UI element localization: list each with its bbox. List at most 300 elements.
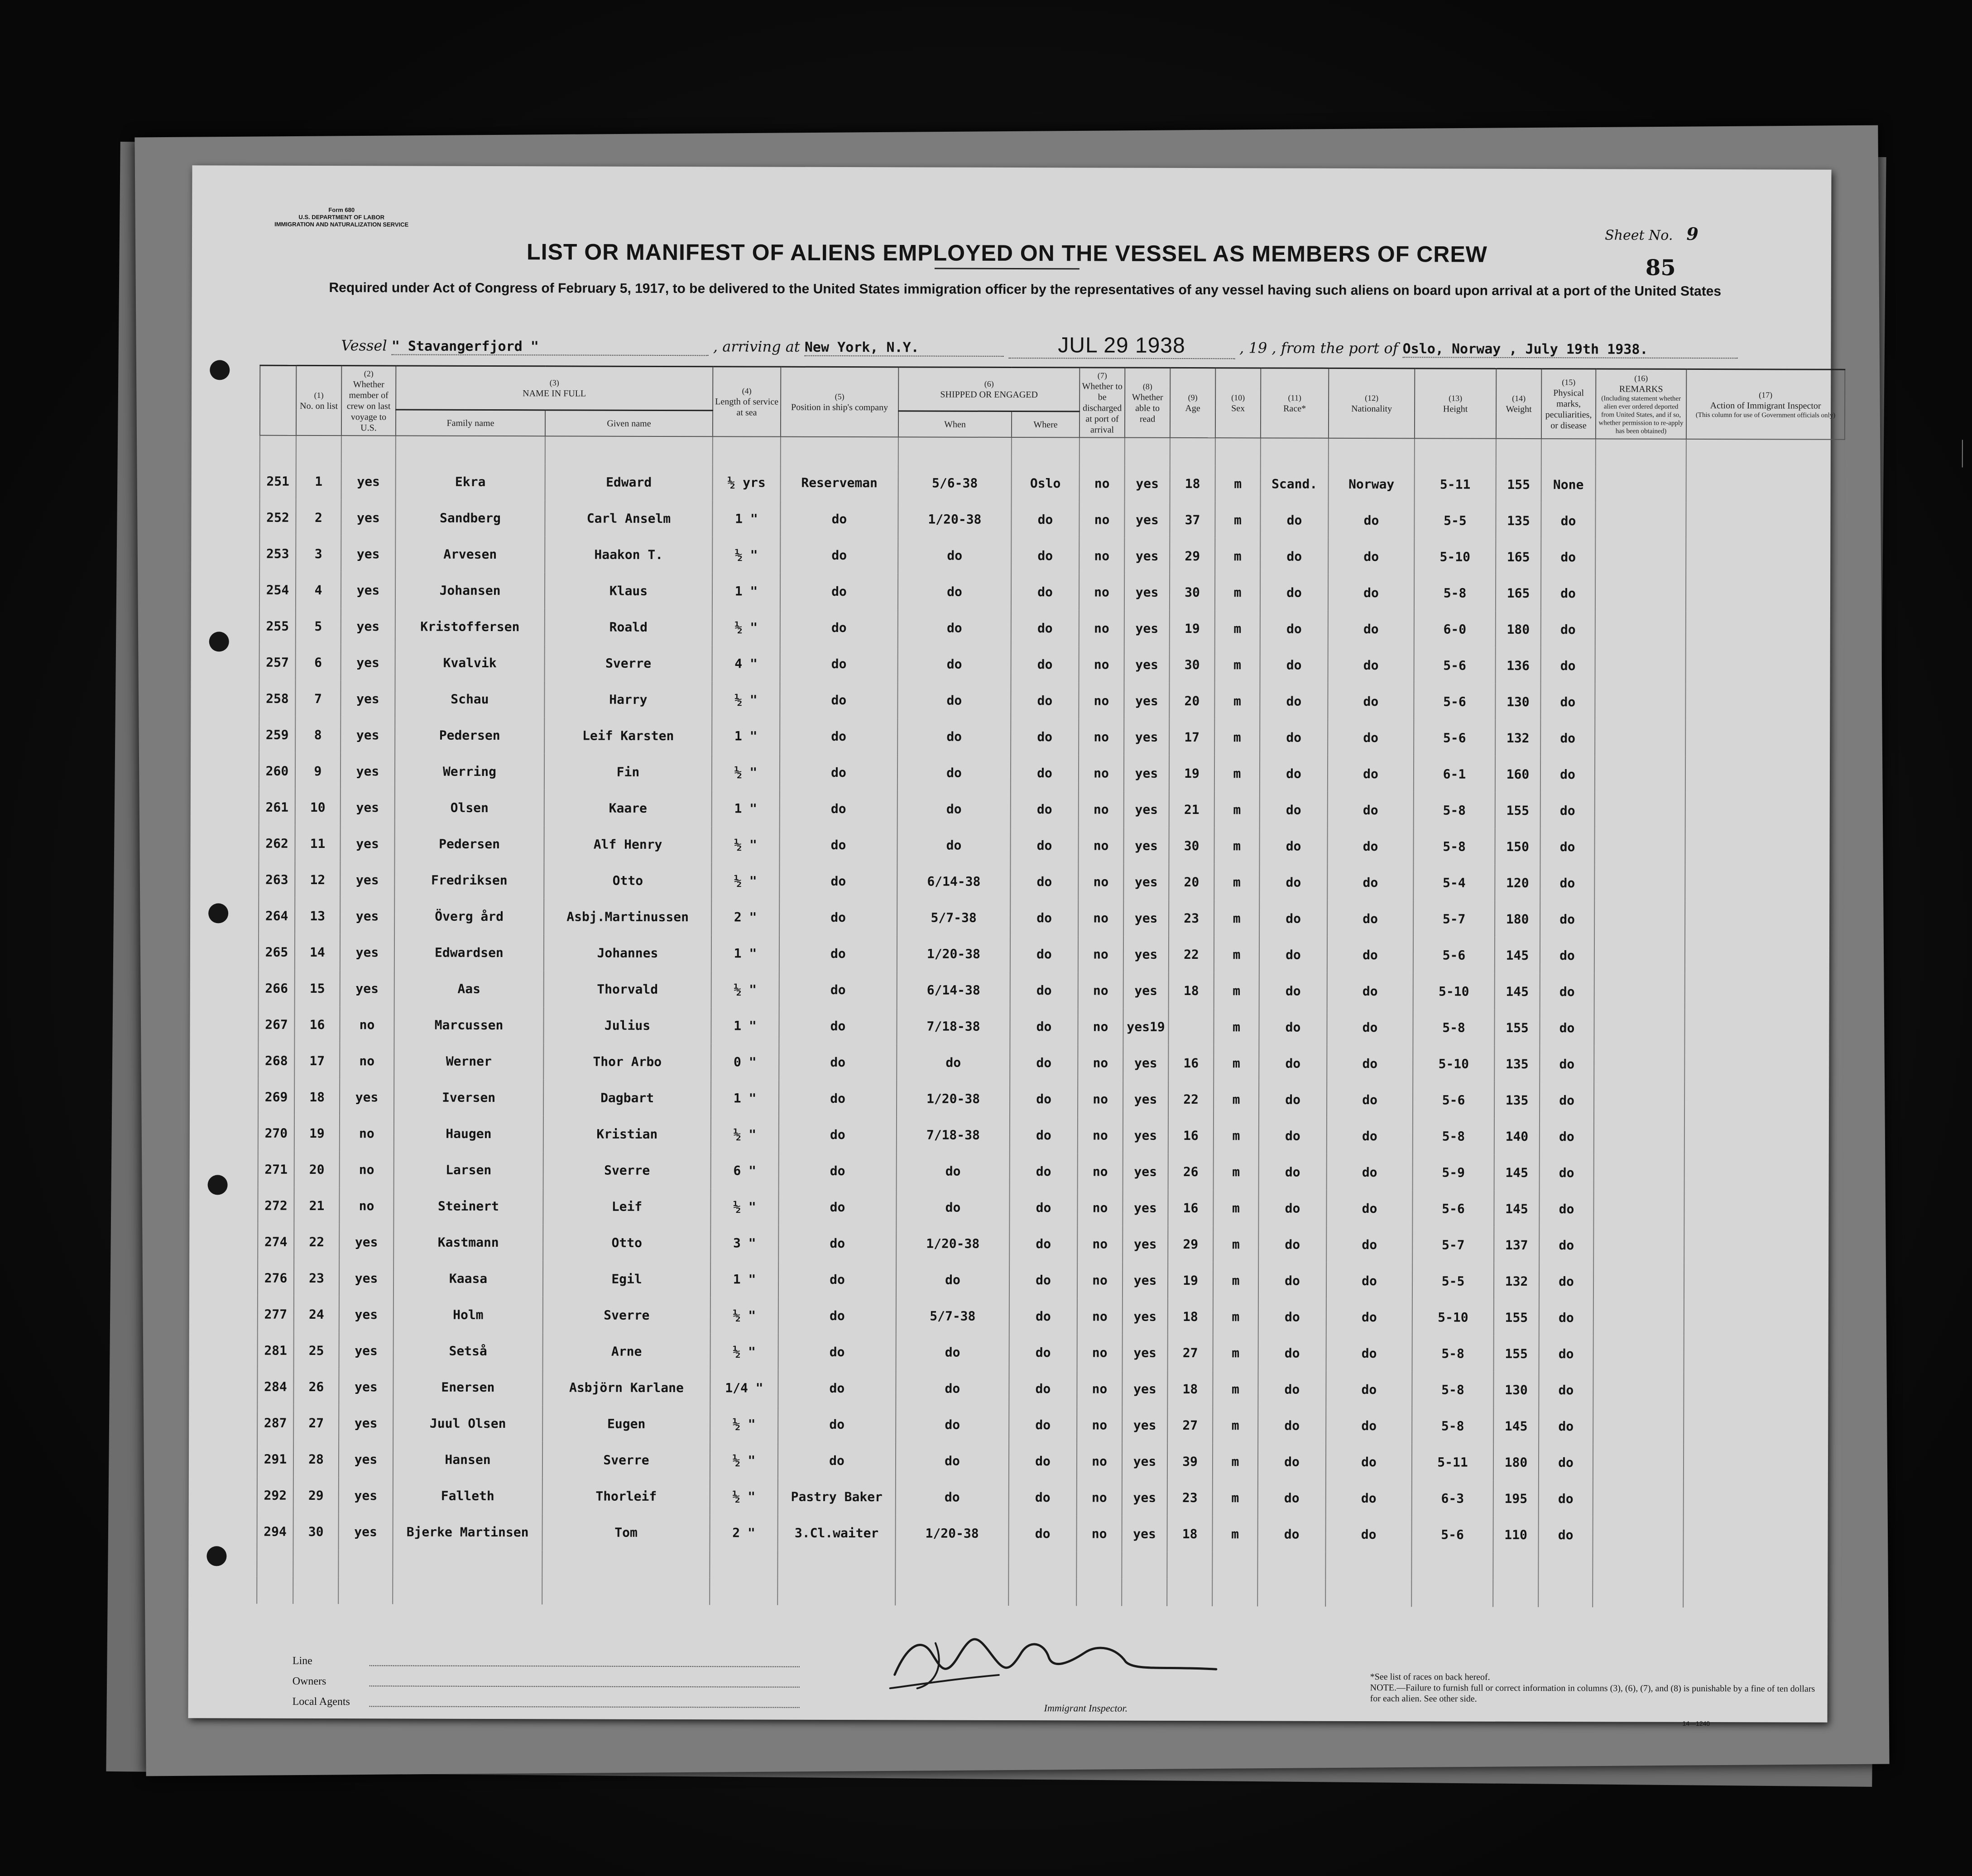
race: do [1260,719,1328,755]
position: do [780,718,897,755]
blank-cell [1493,1580,1538,1607]
age: 16 [1168,1117,1214,1153]
family-name: Överg ård [394,898,544,934]
ref-column-header [260,365,296,436]
blank-cell [1683,1553,1842,1581]
nationality: do [1326,1190,1412,1226]
table-row [259,825,1961,866]
previous-voyage: yes [341,644,395,680]
family-name: Ekra [396,463,545,500]
age: 18 [1168,1298,1213,1335]
row-number: 11 [295,825,340,861]
service-length: 2 " [710,1514,777,1551]
inspector-action [1686,575,1844,612]
row-number: 8 [295,717,341,753]
discharged: no [1077,1443,1122,1479]
weight: 135 [1496,502,1541,539]
physical-marks: do [1540,1010,1594,1046]
service-length: 1 " [712,790,780,826]
able-to-read: yes [1124,610,1170,646]
position: do [779,1116,897,1153]
race: do [1258,1190,1326,1226]
previous-voyage: yes [340,970,394,1006]
age: 29 [1170,538,1215,574]
vessel-name: " Stavangerfjord " [391,338,539,355]
col-family-name: Family name [396,410,545,436]
ref-number: 258 [259,680,295,717]
service-length: ½ " [712,609,780,645]
previous-voyage: yes [339,1477,393,1513]
owners-label: Owners [292,1675,326,1688]
nationality: do [1327,828,1413,864]
inspector-action [1685,684,1844,721]
race: do [1258,1298,1326,1335]
shipped-when: do [897,754,1011,791]
discharged: no [1077,1262,1123,1298]
given-name: Sverre [543,1297,710,1333]
blank-cell [257,1550,293,1577]
table-row [259,970,1961,1011]
race: do [1260,574,1328,610]
position: do [780,501,898,537]
position: do [778,1297,896,1334]
given-name: Thorleif [542,1478,710,1514]
height: 5-6 [1414,719,1495,756]
ref-number: 281 [258,1332,294,1369]
shipped-where: do [1009,1225,1077,1262]
race: do [1260,791,1328,828]
physical-marks: do [1539,1191,1593,1227]
height: 5-11 [1415,466,1496,502]
inspector-action [1684,1155,1843,1192]
family-name: Werring [395,753,544,790]
nationality: do [1327,1118,1413,1154]
vessel-line [341,331,1737,360]
age: 20 [1169,864,1214,900]
height: 6-0 [1414,611,1496,647]
shipped-where: do [1011,537,1079,574]
family-name: Hansen [393,1441,542,1478]
height: 6-3 [1412,1480,1493,1516]
shipped-where: do [1009,1370,1077,1407]
shipped-where: do [1010,1044,1078,1081]
ref-number: 266 [259,970,295,1006]
blank-cell [1411,1579,1493,1607]
age: 18 [1170,465,1215,502]
race: do [1259,1081,1327,1117]
shipped-where: do [1010,1117,1078,1153]
shipped-when: 5/7-38 [897,899,1010,936]
from-port-field [1403,340,1738,359]
previous-voyage: yes [340,898,394,934]
service-length: ½ " [711,971,779,1007]
race: do [1259,1009,1327,1045]
shipped-where: do [1010,900,1078,936]
given-name: Johannes [544,934,711,971]
physical-marks: do [1539,1263,1593,1299]
shipped-where: do [1009,1298,1077,1334]
able-to-read: yes [1123,936,1169,972]
able-to-read: yes [1124,502,1170,538]
age: 39 [1167,1443,1213,1479]
blank-cell [1538,1580,1593,1607]
age: 18 [1167,1371,1213,1407]
ref-number: 255 [259,608,296,644]
family-name: Aas [394,970,544,1007]
blank-cell [293,1577,338,1604]
blank-cell [895,1551,1008,1579]
family-name: Edwardsen [394,934,544,971]
ref-number: 287 [257,1405,293,1441]
nationality: do [1328,574,1414,611]
previous-voyage: yes [339,1224,393,1260]
service-length: ½ " [710,1406,778,1442]
nationality: do [1328,538,1414,574]
height: 5-10 [1414,538,1496,574]
manifest-rows [257,463,1962,1608]
sex: m [1214,719,1260,755]
family-name: Sandberg [395,499,545,536]
row-number: 21 [294,1187,339,1224]
height: 6-1 [1414,756,1495,792]
able-to-read: yes [1123,1190,1168,1226]
sex: m [1213,1298,1258,1335]
discharged: no [1077,1225,1123,1262]
given-name: Sverre [543,1152,711,1188]
sex: m [1213,1335,1258,1371]
shipped-when: 1/20-38 [898,501,1011,537]
able-to-read: yes [1124,683,1169,719]
shipped-when: 5/7-38 [896,1297,1009,1334]
col-shipped-where: Where [1012,412,1080,437]
table-row [259,499,1962,540]
nationality: do [1327,937,1413,973]
col-position: (5) Position in ship's company [781,367,898,437]
height: 5-6 [1411,1516,1493,1552]
nationality: do [1328,502,1414,538]
family-name: Juul Olsen [393,1405,542,1441]
able-to-read: yes [1123,1117,1168,1153]
blank-cell [1411,1552,1493,1579]
discharged: no [1079,718,1124,755]
able-to-read: yes19 [1123,1009,1168,1045]
shipped-when: do [896,1406,1009,1443]
ref-number: 261 [259,789,295,825]
blank-cell [1076,1551,1122,1579]
ref-number: 253 [259,536,296,572]
inspector-action [1684,1336,1842,1373]
remarks [1595,792,1685,829]
able-to-read: yes [1122,1479,1167,1516]
col-discharged: (7) Whether to be discharged at port of arrival [1080,368,1125,438]
family-name: Kastmann [393,1224,543,1260]
age: 22 [1169,936,1214,972]
given-name: Egil [543,1260,710,1297]
shipped-when: do [898,609,1011,646]
position: do [778,1225,896,1262]
given-name: Edward [545,464,713,500]
table-row [258,1115,1961,1156]
family-name: Iversen [394,1079,543,1115]
sex: m [1214,900,1259,936]
ref-number: 284 [257,1369,293,1405]
sex: m [1213,1262,1258,1298]
physical-marks: do [1541,611,1595,647]
race: do [1260,502,1328,538]
agents-field [369,1706,800,1708]
inspector-action [1685,720,1844,757]
ref-number: 252 [259,499,296,536]
row-number: 28 [293,1441,339,1477]
inspector-action [1685,756,1844,793]
nationality: do [1327,1154,1413,1190]
able-to-read: yes [1124,755,1169,791]
sex: m [1215,646,1260,683]
position: do [779,1080,897,1117]
shipped-where: do [1010,1153,1078,1189]
row-number: 17 [294,1043,340,1079]
physical-marks: do [1539,1372,1593,1408]
shipped-when: 1/20-38 [896,1225,1009,1262]
table-row [259,934,1961,975]
nationality: do [1326,1516,1412,1552]
race: do [1258,1407,1326,1443]
height: 5-5 [1414,502,1496,538]
owners-field [369,1685,800,1687]
sex: m [1215,465,1261,502]
row-number: 19 [294,1115,340,1151]
punch-hole [209,632,229,651]
shipped-where: Oslo [1012,465,1080,501]
physical-marks: do [1540,756,1595,792]
table-row [258,1151,1961,1192]
service-length: ½ " [711,1116,779,1152]
weight: 137 [1494,1227,1539,1263]
weight: 145 [1495,937,1540,973]
print-code: 14—1240 [1682,1719,1710,1728]
able-to-read: yes [1123,1045,1168,1081]
remarks [1595,756,1685,793]
physical-marks: do [1539,1480,1593,1517]
col-service-length: (4) Length of service at sea [713,367,781,437]
table-row [259,861,1961,902]
able-to-read: yes [1124,791,1169,828]
remarks [1593,1372,1684,1408]
inspector-action [1686,539,1844,576]
shipped-where: do [1011,682,1079,718]
race: do [1259,1045,1327,1081]
given-name: Roald [545,608,712,645]
ref-number: 257 [259,644,296,680]
shipped-where: do [1011,501,1079,537]
service-length: ½ " [711,826,779,862]
nationality: do [1326,1371,1412,1407]
ref-number: 272 [258,1187,294,1224]
sheet-number-label: Sheet No. [1605,227,1673,244]
discharged: no [1079,682,1124,718]
discharged: no [1078,1117,1123,1153]
ref-number: 265 [259,934,295,970]
discharged: no [1077,1407,1122,1443]
given-name: Tom [542,1514,710,1551]
family-name: Falleth [393,1477,542,1514]
ref-number: 270 [258,1115,294,1151]
previous-voyage: yes [340,861,394,898]
inspector-action [1685,901,1843,938]
position: do [779,1008,897,1044]
physical-marks: do [1541,647,1595,684]
weight: 120 [1495,865,1540,901]
inspector-action [1685,793,1844,829]
service-length: ½ " [710,1333,778,1369]
row-number: 12 [295,861,340,898]
shipped-when: 1/20-38 [897,1080,1010,1117]
table-row [259,572,1962,613]
service-length: 3 " [710,1225,778,1261]
discharged: no [1078,1081,1123,1117]
able-to-read: yes [1124,538,1170,574]
blank-cell [710,1578,777,1605]
previous-voyage: yes [340,825,394,861]
shipped-when: do [897,1153,1010,1189]
shipped-when: do [897,682,1011,718]
age: 19 [1169,755,1214,791]
inspector-signature [881,1625,1225,1694]
previous-voyage: yes [341,536,395,572]
position: do [780,609,898,646]
discharged: no [1079,501,1124,537]
previous-voyage: no [340,1151,394,1187]
nationality: do [1328,756,1414,792]
position: do [778,1261,896,1298]
race: do [1260,538,1328,574]
sheet-number-value: 9 [1686,223,1699,244]
shipped-when: do [898,646,1011,682]
height: 5-11 [1412,1444,1493,1480]
row-number: 29 [293,1477,339,1513]
ref-number: 251 [260,463,296,499]
table-row [259,608,1962,649]
sex: m [1214,755,1260,791]
table-row [257,1441,1960,1482]
able-to-read: yes [1123,1298,1168,1335]
service-length: 1/4 " [710,1369,778,1406]
ref-number: 263 [259,861,295,898]
table-row [258,1006,1961,1047]
physical-marks: do [1540,1082,1594,1118]
shipped-when: 7/18-38 [897,1008,1010,1044]
title-rule [935,268,1080,270]
age: 20 [1169,683,1214,719]
height: 5-10 [1412,1299,1494,1335]
shipped-where: do [1009,1189,1077,1225]
remarks [1593,1517,1683,1553]
nationality: do [1327,900,1413,937]
given-name: Otto [543,1224,710,1261]
row-number: 2 [296,499,341,536]
shipped-where: do [1011,755,1079,791]
row-number: 26 [293,1369,339,1405]
nationality: do [1328,792,1414,828]
remarks [1595,647,1686,684]
row-number: 1 [296,463,341,499]
nationality: do [1327,1045,1413,1082]
header-gap-row [260,436,1962,468]
blank-cell [257,1577,293,1604]
weight: 145 [1493,1408,1539,1444]
row-number: 10 [295,789,341,825]
blank-cell [1538,1553,1593,1580]
physical-marks: None [1541,466,1596,502]
blank-cell [777,1551,895,1579]
shipped-when: do [898,573,1011,610]
discharged: no [1078,827,1123,863]
family-name: Bjerke Martinsen [393,1513,542,1550]
blank-cell [1593,1553,1683,1580]
date-field [1008,333,1235,359]
table-row [258,1260,1960,1301]
discharged: no [1079,791,1124,827]
table-row [257,1477,1960,1518]
nationality: do [1326,1335,1412,1371]
service-length: ½ " [710,1478,778,1514]
physical-marks: do [1540,828,1594,865]
shipped-where: do [1011,574,1079,610]
col-no-on-list: (1) No. on list [296,365,341,436]
arriving-label: , arriving at [713,338,800,355]
given-name: Thorvald [544,971,711,1007]
inspector-action [1684,1263,1842,1300]
inspector-action [1684,1119,1843,1155]
row-number: 25 [294,1332,339,1369]
from-port-label: , from the port of [1271,339,1398,357]
weight: 180 [1493,1444,1539,1480]
manifest-sheet [188,165,1836,1728]
sex: m [1214,1009,1259,1045]
family-name: Werner [394,1043,543,1079]
height: 5-8 [1412,1335,1494,1371]
row-number: 3 [296,536,341,572]
height: 5-4 [1413,864,1495,900]
discharged: no [1077,1189,1123,1225]
position: do [779,1153,897,1189]
manifest-footer [256,1655,1815,1728]
weight: 155 [1494,1335,1539,1372]
position: do [778,1442,896,1479]
race: do [1260,646,1328,683]
family-name: Kristoffersen [395,608,545,645]
remarks [1595,720,1685,756]
family-name: Setså [393,1332,543,1369]
race: do [1260,610,1328,646]
previous-voyage: yes [339,1405,393,1441]
blank-cell [895,1578,1008,1606]
age: 19 [1168,1262,1213,1298]
inspector-action [1685,865,1843,902]
blank-cell [1122,1579,1167,1606]
age: 27 [1167,1407,1213,1443]
previous-voyage: no [339,1187,393,1224]
sheet-number-field [1605,223,1699,244]
family-name: Pedersen [394,825,544,862]
position: do [779,863,897,900]
weight: 140 [1494,1118,1540,1154]
position: do [778,1370,896,1407]
remarks [1594,973,1685,1010]
blank-cell [542,1577,710,1605]
document-title: LIST OR MANIFEST OF ALIENS EMPLOYED ON THE VESSEL AS MEMBERS OF CREW [527,239,1487,267]
race: do [1258,1226,1326,1262]
